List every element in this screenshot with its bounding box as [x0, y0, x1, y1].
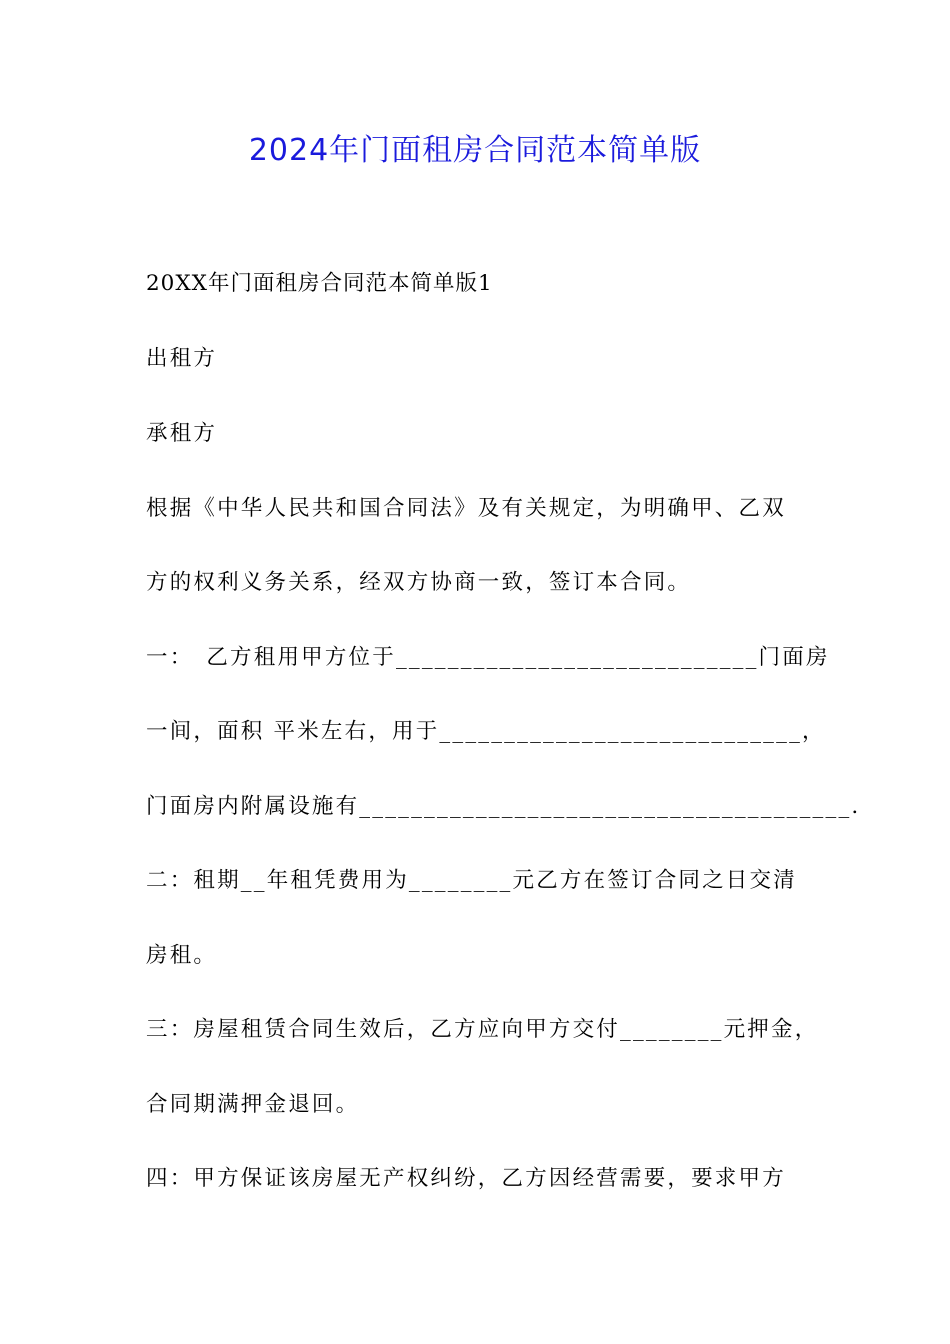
clause-3-line: 三：房屋租赁合同生效后，乙方应向甲方交付________元押金， — [146, 1017, 819, 1042]
clause-2-line: 二：租期__年租凭费用为________元乙方在签订合同之日交清 — [146, 868, 797, 893]
clause-2-line: 房租。 — [146, 943, 218, 968]
subtitle-line: 20XX年门面租房合同范本简单版1 — [146, 271, 493, 296]
clause-1-line: 一： 乙方租用甲方位于____________________________门面房 — [146, 645, 830, 670]
paragraph-line: 根据《中华人民共和国合同法》及有关规定，为明确甲、乙双 — [146, 496, 786, 521]
clause-1-line: 门面房内附属设施有______________________________________. — [146, 794, 861, 819]
clause-1-line: 一间，面积 平米左右，用于____________________________， — [146, 719, 826, 744]
clause-3-line: 合同期满押金退回。 — [146, 1092, 360, 1117]
clause-4-line: 四：甲方保证该房屋无产权纠纷，乙方因经营需要，要求甲方 — [146, 1166, 786, 1191]
document-title: 2024年门面租房合同范本简单版 — [248, 133, 702, 168]
lessee-line: 承租方 — [146, 421, 218, 446]
paragraph-line: 方的权利义务关系，经双方协商一致，签订本合同。 — [146, 570, 692, 595]
lessor-line: 出租方 — [146, 346, 218, 371]
